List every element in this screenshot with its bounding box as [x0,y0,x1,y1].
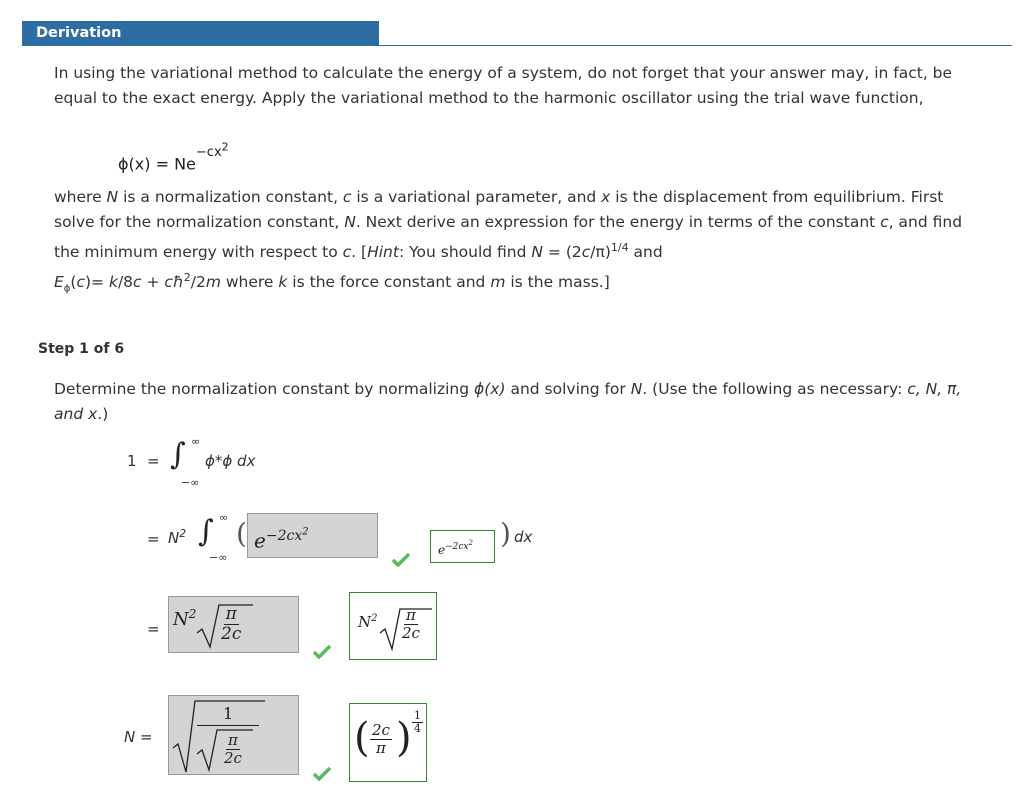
answer-2-fraction: $\frac{\pi}{2c}$ [221,604,242,644]
section-header [22,21,1012,46]
checkmark-icon [313,767,331,781]
correct-answer-1 [430,530,495,563]
eq1-integrand: ϕ*ϕ dx [205,452,256,470]
correct-answer-2 [349,592,437,660]
open-paren-icon: ( [354,715,370,761]
answer-1-expression: $e^{-2cx^2}$ [254,526,309,553]
open-paren-icon: ( [236,517,247,550]
integral-sign-icon: ∫ [198,514,214,549]
answer-input-2[interactable] [168,596,299,653]
checkmark-icon [392,553,410,567]
answer-input-1[interactable] [247,513,378,558]
answer-input-3[interactable] [168,695,299,775]
step-label: Step 1 of 6 [38,341,125,357]
answer-3-fraction: $\frac{\pi}{2c}$ [224,731,242,767]
correct-answer-3-fraction: $\frac{2c}{\pi}$ [372,721,390,757]
eq1-upper-limit: ∞ [191,435,201,448]
correct-answer-2-fraction: $\frac{\pi}{2c}$ [402,606,420,642]
problem-intro: In using the variational method to calculate the energy of a system, do not forget that your answer may, in fact, be equal to the exact energy. Apply the variational method to the harmonic oscillator using the trial wave function, [54,64,953,107]
trial-wave-function: $\phi(x) = Ne^{-cx^2}$ [118,141,229,174]
eq2-N-squared: $N^2$ [168,527,187,547]
eq4-lhs: N = [124,728,153,746]
answer-3-numerator: 1 [223,704,234,723]
answer-2-expression: $N^2$ [173,607,197,630]
eq2-upper-limit: ∞ [219,511,229,524]
correct-answer-3 [349,703,427,782]
checkmark-icon [313,645,331,659]
eq2-lower-limit: −∞ [209,551,228,564]
section-title: Derivation [22,21,379,45]
eq1-lhs: 1 [127,452,137,470]
eq2-equals: = [147,530,160,548]
integral-sign-icon: ∫ [170,437,186,472]
close-paren-icon: ) [396,715,412,761]
correct-answer-1-expression: $e^{-2cx^2}$ [438,539,473,557]
problem-description: where N is a normalization constant, c is a variational parameter, and x is the displacement from equilibrium. First solve for the normalization constant, N. Next derive an expression for the energy in terms of the constant c, and find the minimum energy with respect to c. [Hint: You should find $N = (2c/\pi)^{1/4}$ and $E_\phi(c)= k/8c$ + $cħ^2/2m$ where k is the force constant and m is the mass.] [54,188,963,295]
eq1-lower-limit: −∞ [181,476,200,489]
correct-answer-3-exponent: $\frac{1}{4}$ [414,709,421,736]
correct-answer-2-expression: $N^2$ [358,613,378,631]
eq2-dx: dx [514,528,533,546]
step-instruction: Determine the normalization constant by normalizing ϕ(x) and solving for N. (Use the following as necessary: c, N, π, and x.) [54,380,962,423]
eq3-equals: = [147,620,160,638]
close-paren-icon: ) [500,517,511,550]
eq1-equals: = [147,452,160,470]
